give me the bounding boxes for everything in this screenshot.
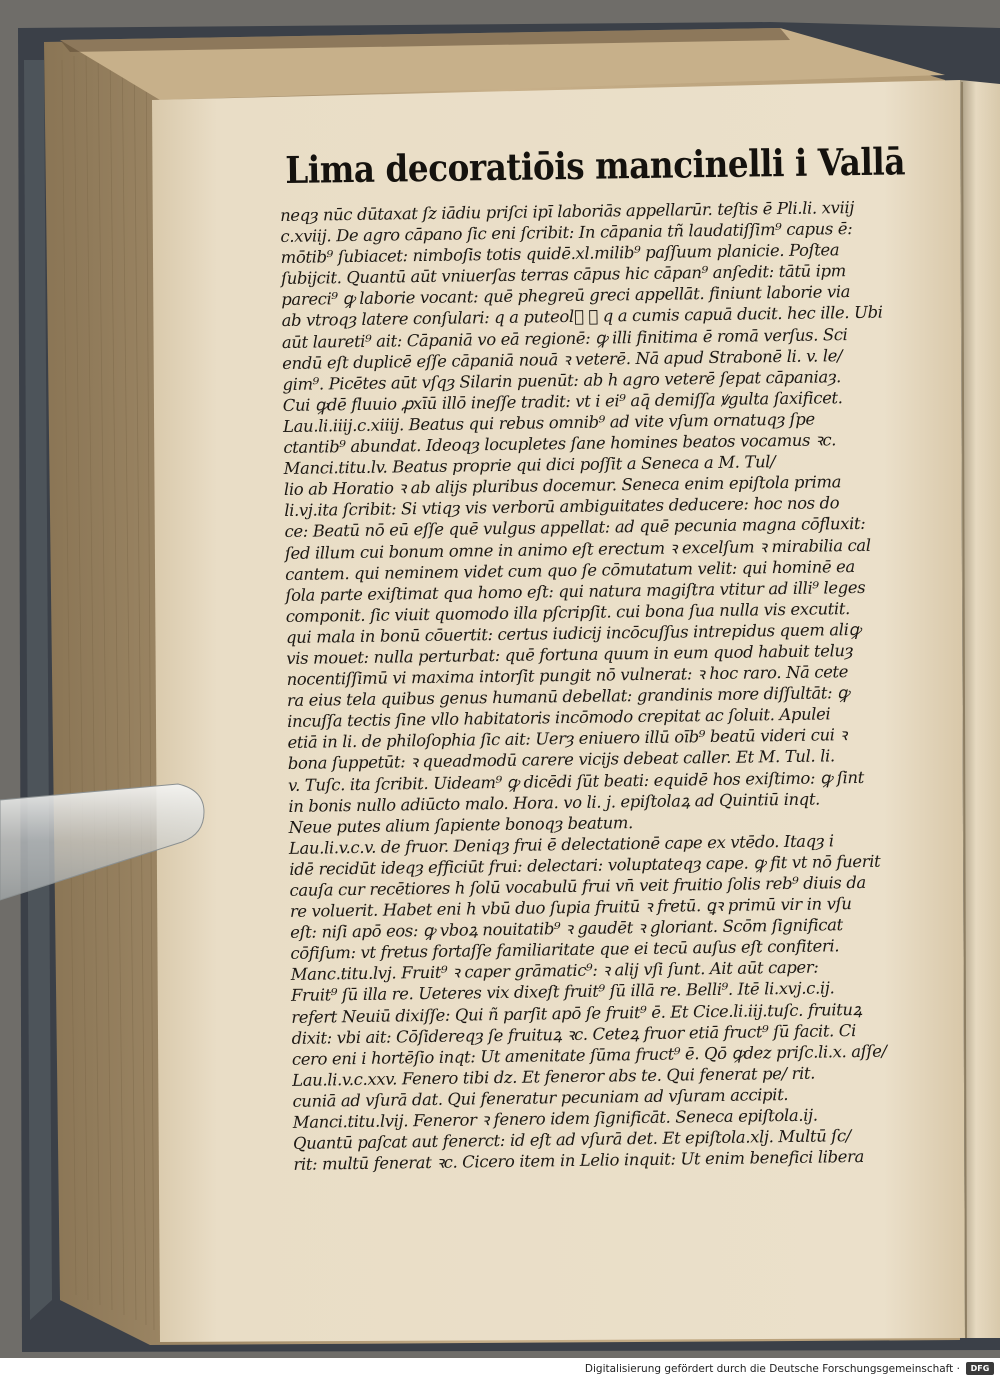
text-line: neqȝ nūc dūtaxat ſz iādiu priſci ipī laboriās appellarūr. teſtis ē Pli.li. xviij — [280, 197, 855, 225]
text-line: Manc.titu.lvj. Fruit⁹ ꝛ caper grāmatic⁹: ꝛ alij vſi ſunt. Ait aūt caper: — [290, 957, 819, 985]
footer-bar — [0, 1358, 1000, 1379]
text-line: etiā in li. de philoſophia ſic ait: Uerȝ eniuero illū oīb⁹ beatū videri cui ꝛ — [287, 725, 848, 753]
text-line: ſola parte exiſtimat qua homo eſt: qui natura magiſtra vtitur ad illi⁹ leges — [285, 577, 866, 605]
text-line: Lau.li.iiij.c.xiiij. Beatus qui rebus omnib⁹ ad vite vſum ornatuqȝ ſpe — [282, 409, 815, 436]
text-line: gim⁹. Picētes aūt vſqȝ Silarin puenūt: ab h agro veterē ſepat cāpaniaȝ. — [282, 366, 842, 394]
text-line: Lau.li.v.c.xxv. Fenero tibi dz. Et feneror abs te. Qui fenerat pe/ rit. — [292, 1063, 816, 1090]
text-line: nocentiſſimū vi maxima intorſit pungit nō vulnerat: ꝛ hoc raro. Nā cete — [286, 662, 849, 690]
text-line: v. Tuſc. ita ſcribit. Uideam⁹ ꝙ dicēdi ſūt beati: equidē hos exiſtimo: ꝙ ſint — [287, 767, 865, 795]
text-line: eſt: niſi apō eos: ꝙ vboꝝ nouitatib⁹ ꝛ gaudēt ꝛ gloriant. Scōm ſignificat — [290, 915, 843, 943]
text-line: li.vj.ita ſcribit: Si vtiqȝ vis verborū ambiguitates deducere: hoc nos do — [284, 493, 840, 521]
text-line: Quantū paſcat aut fenerct: id eſt ad vſurā det. Et epiſtola.xlj. Multū ſc/ — [292, 1126, 852, 1154]
text-line: ſubijcit. Quantū aūt vniuerſas terras cāpus hic cāpan⁹ anſedit: tātū ipm — [280, 261, 847, 289]
text-line: ce: Beatū nō eū eſſe quē vulgus appellat: ad quē pecunia magna cōfluxit: — [284, 514, 866, 542]
text-line: endū eſt duplicē eſſe cāpaniā nouā ꝛ veterē. Nā apud Strabonē li. v. le/ — [282, 345, 843, 373]
text-line: in bonis nullo adiūcto malo. Hora. vo li. j. epiſtolaꝝ ad Quintiū inqt. — [288, 789, 821, 816]
text-line: rit: multū fenerat ꝛc. Cicero item in Lelio inquit: Ut enim benefici libera — [293, 1147, 865, 1175]
text-line: bona ſuppetūt: ꝛ queadmodū carere vicijs debeat caller. Et M. Tul. li. — [287, 746, 835, 774]
text-line: componit. ſic viuit quomodo illa pſcripſit. cui bona ſua nulla vis excutit. — [285, 598, 851, 626]
text-line: Cui ꝙdē fluuio ꝓxīū illō ineſſe tradit: vt i ei⁹ aq̄ demiſſa ꝟgulta ſaxificet. — [282, 388, 843, 415]
text-line: Manci.titu.lv. Beatus proprie qui dici poſſit a Seneca a M. Tul/ — [283, 452, 776, 479]
text-line: ab vtroqȝ latere conſulari: q a puteol᷑ ꝛ q a cumis capuā ducit. hec ille. Ubi — [281, 303, 883, 331]
text-line: idē recidūt ideqȝ efficiūt frui: delectari: voluptateqȝ cape. ꝙ fit vt nō fuerit — [289, 851, 881, 879]
footer-separator: · — [956, 1363, 960, 1375]
text-line: cauſa cur recētiores h ſolū vocabulū frui vn̄ veit fruitio ſolis reb⁹ diuis da — [289, 872, 866, 900]
text-line: Lau.li.v.c.v. de fruor. Deniqȝ frui ē delectationē cape ex vtēdo. Itaqȝ i — [288, 831, 834, 858]
text-line: ſed illum cui bonum omne in animo eſt erectum ꝛ excelſum ꝛ mirabilia cal — [284, 535, 871, 563]
page-body-text — [280, 196, 918, 1175]
dfg-logo-icon: DFG — [966, 1362, 994, 1375]
text-line: Neue putes alium ſapiente bonoqȝ beatum. — [288, 812, 634, 837]
text-line: Manci.titu.lvij. Feneror ꝛ fenero idem ſignificāt. Seneca epiſtola.ij. — [292, 1105, 818, 1132]
text-line: dixit: vbi ait: Cōſidereqȝ ſe fruituꝝ ꝛc. Ceteꝝ fruor etiā fruct⁹ ſū facit. Ci — [291, 1020, 857, 1048]
page-title: Lima decoratiōis mancinelli i Vallā — [285, 139, 906, 192]
footer-credit — [585, 1363, 960, 1375]
text-line: Fruit⁹ ſū illa re. Ueteres vix dixeſt fruit⁹ ſū illā re. Belli⁹. Itē li.xvj.c.ij. — [290, 978, 835, 1006]
text-line: lio ab Horatio ꝛ ab alijs pluribus docemur. Seneca enim epiſtola prima — [283, 472, 842, 500]
text-line: cantem. qui neminem videt cum quo ſe cōmutatum velit: qui hominē ea — [285, 556, 855, 584]
text-line: incuſſa tectis ſine vllo habitatoris incōmodo crepitat ac ſoluit. Apulei — [287, 704, 831, 732]
text-line: c.xviij. De agro cāpano ſic eni ſcribit: In cāpania tñ laudatiſſim⁹ capus ē: — [280, 219, 853, 247]
text-line: qui mala in bonū cōuertit: certus iudicij incōcuſſus intrepidus quem aliꝙ — [285, 619, 861, 647]
text-line: refert Neuiū dixiſſe: Qui ñ parſit apō ſe fruit⁹ ē. Et Cice.li.iij.tuſc. fruituꝝ — [291, 999, 862, 1027]
text-line: re voluerit. Habet eni h vbū duo ſupia fruitū ꝛ fretū. ꝗꝛ primū vir in vſu — [289, 894, 852, 922]
text-line: aūt laureti⁹ ait: Cāpaniā vo eā regionē: ꝙ illi finitima ē romā verſus. Sci — [281, 324, 848, 352]
text-line: cuniā ad vſurā dat. Qui feneratur pecuniam ad vſuram accipit. — [292, 1084, 789, 1111]
text-line: cero eni i hortēſio inqt: Ut amenitate ſūma fruct⁹ ē. Qō ꝙdez priſc.li.x. aſſe/ — [291, 1041, 887, 1069]
text-line: cōfiſum: vt fretus fortaſſe familiaritate que ei tecū auſus eſt confiteri. — [290, 936, 840, 964]
footer-credit-text: Digitalisierung gefördert durch die Deutsche Forschungsgemeinschaft — [584, 1363, 954, 1375]
text-line: ra eius tela quibus genus humanū debellat: grandinis more diſſultāt: ꝙ — [286, 683, 850, 711]
text-line: pareci⁹ ꝙ laborie vocant: quē phegreū greci appellāt. finiunt laborie via — [281, 282, 851, 310]
text-line: ctantib⁹ abundat. Ideoqȝ locupletes ſane homines beatos vocamus ꝛc. — [283, 430, 837, 458]
text-line: vis mouet: nulla perturbat: quē fortuna quum in eum quod habuit teluȝ — [286, 641, 853, 668]
text-line: mōtib⁹ ſubiacet: nimboſis totis quidē.xl.milib⁹ paſſuum planicie. Poſtea — [280, 240, 840, 268]
